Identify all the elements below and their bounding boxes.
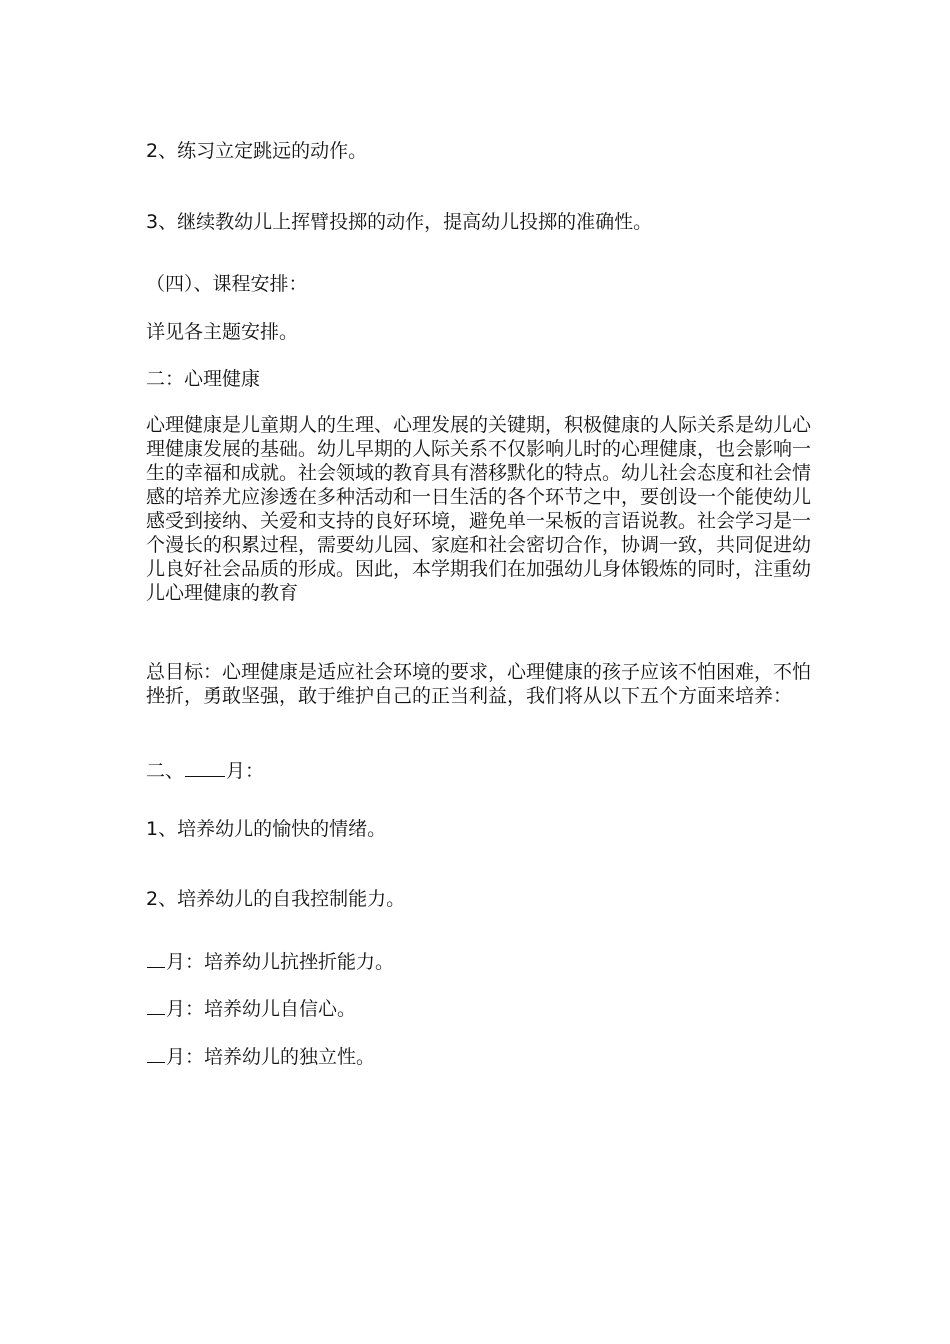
section-course-schedule: （四）、课程安排： <box>146 273 308 295</box>
month-blank <box>147 1044 165 1063</box>
mental-health-paragraph: 心理健康是儿童期人的生理、心理发展的关键期，积极健康的人际关系是幼儿心理健康发展的基础。幼儿早期的人际关系不仅影响儿时的心理健康，也会影响一生的幸福和成就。社会领域的教育具有潜移默化的特点。幼儿社会态度和社会情感的培养尤应渗透在多种活动和一日生活的各个环节之中，要创设一个能使幼儿感受到接纳、关爱和支持的良好环境，避免单一呆板的言语说教。社会学习是一个漫长的积累过程，需要幼儿园、家庭和社会密切合作，协调一致，共同促进幼儿良好社会品质的形成。因此，本学期我们在加强幼儿身体锻炼的同时，注重幼儿心理健康的教育 <box>146 414 812 604</box>
item-throwing: 3、继续教幼儿上挥臂投掷的动作，提高幼儿投掷的准确性。 <box>146 211 653 233</box>
month-heading-suffix: 月： <box>226 760 265 782</box>
schedule-note: 详见各主题安排。 <box>146 321 299 343</box>
month-heading <box>146 758 264 783</box>
item-standing-jump: 2、练习立定跳远的动作。 <box>146 140 368 162</box>
goal-self-control: 2、培养幼儿的自我控制能力。 <box>146 888 406 910</box>
goal-confidence <box>146 996 356 1021</box>
goal-resilience <box>146 949 394 974</box>
section-mental-health: 二：心理健康 <box>146 368 261 390</box>
overall-goal-paragraph: 总目标：心理健康是适应社会环境的要求，心理健康的孩子应该不怕困难，不怕挫折，勇敢坚强，敢于维护自己的正当利益，我们将从以下五个方面来培养： <box>146 661 812 707</box>
goal-independence <box>146 1044 375 1069</box>
goal-resilience-text: 月：培养幼儿抗挫折能力。 <box>166 951 395 973</box>
goal-independence-text: 月：培养幼儿的独立性。 <box>166 1046 376 1068</box>
month-blank <box>185 758 225 777</box>
month-blank <box>147 996 165 1015</box>
month-blank <box>147 949 165 968</box>
goal-confidence-text: 月：培养幼儿自信心。 <box>166 998 357 1020</box>
month-heading-prefix: 二、 <box>146 760 185 782</box>
goal-happy-emotion: 1、培养幼儿的愉快的情绪。 <box>146 818 387 840</box>
